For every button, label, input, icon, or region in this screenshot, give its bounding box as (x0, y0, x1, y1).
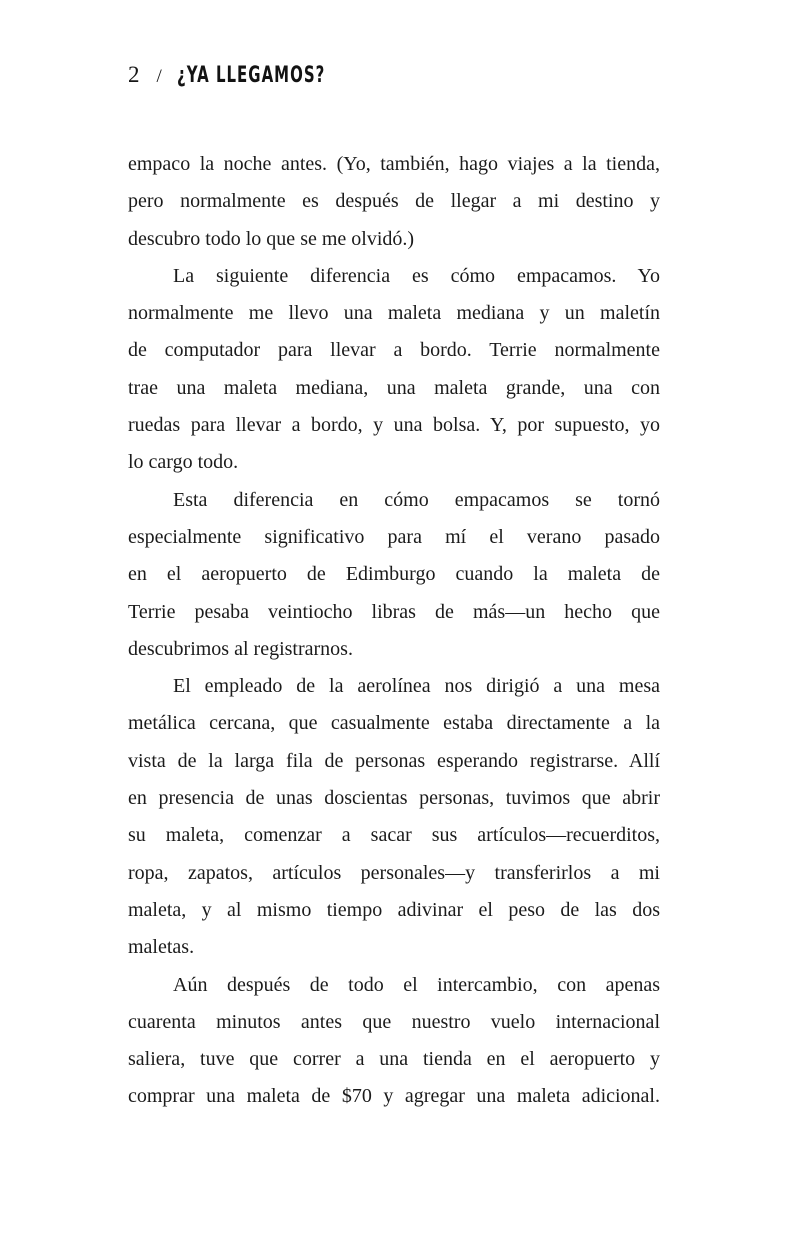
text-line: maletas. (128, 936, 195, 959)
text-line: descubro todo lo que se me olvidó.) (128, 227, 415, 250)
text-line: descubrimos al registrarnos. (128, 637, 353, 660)
paragraph (128, 258, 660, 482)
page-number: 2 (128, 62, 140, 87)
text-line: de computador para llevar a bordo. Terrie normalmente (128, 339, 660, 362)
text-line: en presencia de unas doscientas personas, tuvimos que abrir (128, 787, 660, 810)
text-line: empaco la noche antes. (Yo, también, hago viajes a la tienda, (128, 153, 660, 175)
text-line: su maleta, comenzar a sacar sus artículos—recuerditos, (128, 824, 660, 847)
page-header (128, 60, 395, 90)
text-line: La siguiente diferencia es cómo empacamos. Yo (173, 264, 660, 287)
text-line: Esta diferencia en cómo empacamos se tornó (173, 488, 660, 511)
text-line: Aún después de todo el intercambio, con apenas (173, 973, 660, 996)
text-line: saliera, tuve que correr a una tienda en el aeropuerto y (128, 1048, 660, 1071)
text-line: ruedas para llevar a bordo, y una bolsa. Y, por supuesto, yo (128, 414, 660, 437)
header-separator: / (156, 66, 162, 87)
text-line: ropa, zapatos, artículos personales—y transferirlos a mi (128, 861, 660, 884)
text-line: maleta, y al mismo tiempo adivinar el peso de las dos (128, 898, 660, 921)
text-line: metálica cercana, que casualmente estaba directamente a la (128, 712, 660, 735)
text-line: especialmente significativo para mí el verano pasado (128, 525, 660, 548)
text-line: en el aeropuerto de Edimburgo cuando la maleta de (128, 563, 660, 586)
body-text-block (128, 146, 660, 1116)
running-head-title: ¿YA LLEGAMOS? (176, 63, 326, 88)
text-line: trae una maleta mediana, una maleta grande, una con (128, 376, 660, 399)
text-line: Terrie pesaba veintiocho libras de más—un hecho que (128, 600, 660, 623)
paragraph (128, 146, 660, 258)
paragraph (128, 668, 660, 966)
text-line: comprar una maleta de $70 y agregar una maleta adicional. (128, 1085, 660, 1108)
text-line: normalmente me llevo una maleta mediana y un maletín (128, 302, 660, 325)
text-line: pero normalmente es después de llegar a mi destino y (128, 190, 660, 213)
paragraph (128, 967, 660, 1116)
text-line: El empleado de la aerolínea nos dirigió a una mesa (173, 675, 660, 698)
text-line: lo cargo todo. (128, 451, 239, 474)
text-line: vista de la larga fila de personas esperando registrarse. Allí (128, 749, 660, 772)
paragraph (128, 482, 660, 668)
text-line: cuarenta minutos antes que nuestro vuelo internacional (128, 1010, 660, 1033)
